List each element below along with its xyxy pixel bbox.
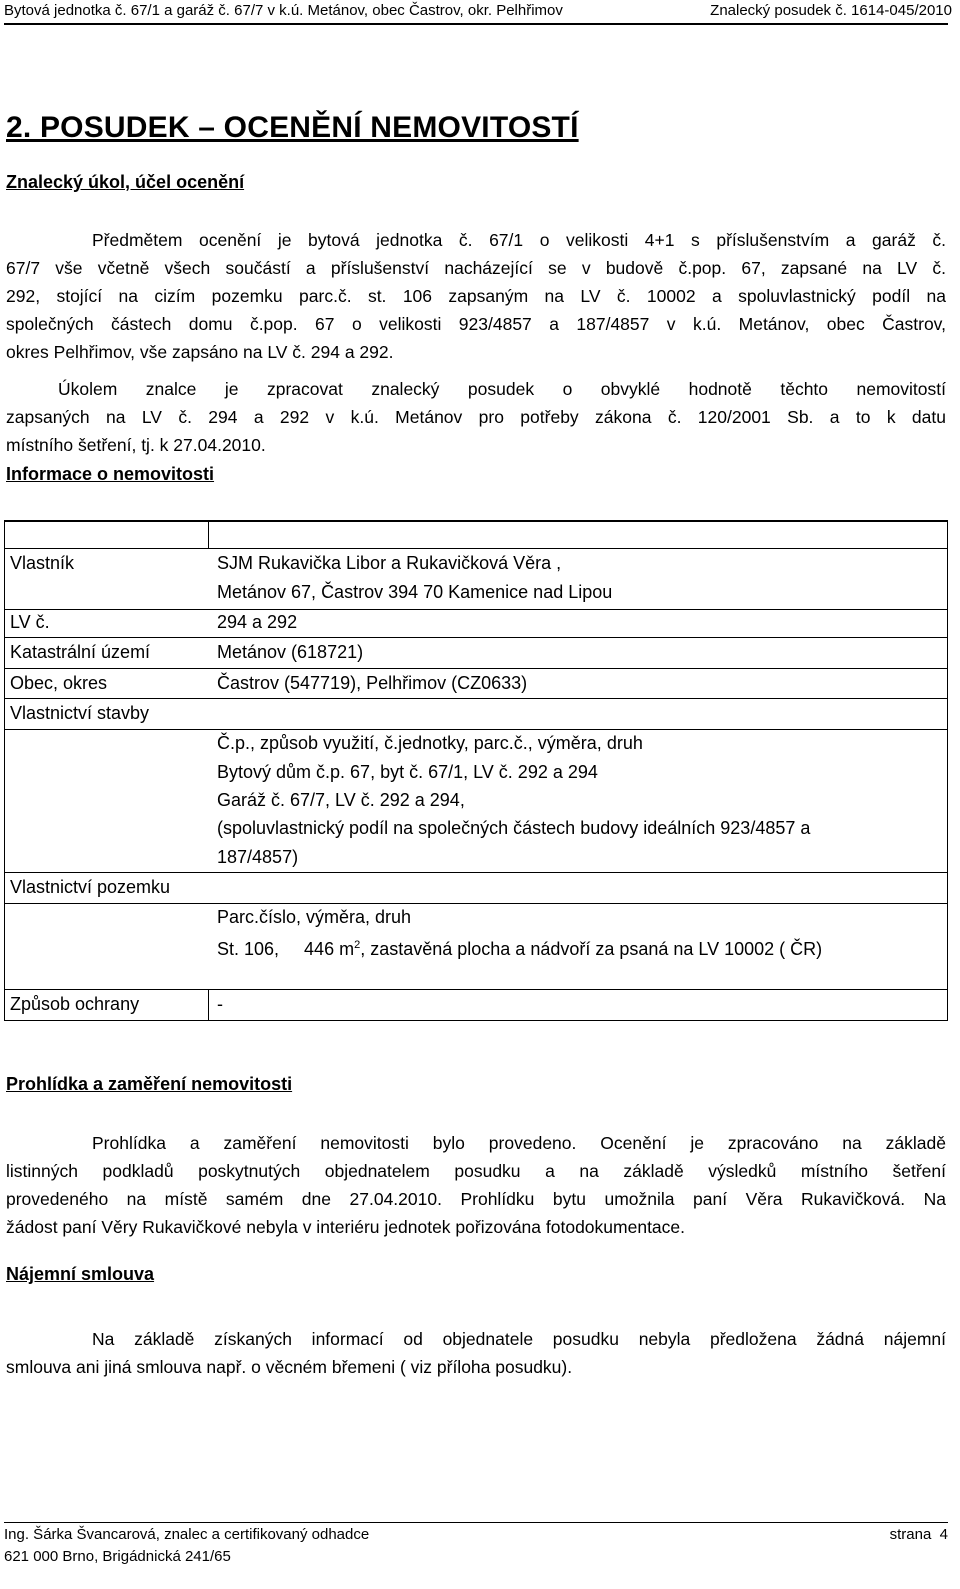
paragraph-line: místního šetření, tj. k 27.04.2010.: [6, 435, 266, 455]
paragraph-line: 292, stojící na cizím pozemku parc.č. st. 106 zapsaným na LV č. 10002 a spoluvlastnický podíl na: [6, 286, 946, 306]
paragraph-line: Předmětem ocenění je bytová jednotka č. 67/1 o velikosti 4+1 s příslušenstvím a garáž č.: [92, 230, 946, 250]
paragraph-lease: [6, 1325, 946, 1381]
cadastre-label: Katastrální území: [10, 642, 151, 662]
page-number: [890, 1526, 948, 1543]
land-value: [217, 931, 822, 963]
table-border: [4, 520, 5, 1021]
paragraph-line: 67/7 vše včetně všech součástí a příslušenství nacházející se v budově č.pop. 67, zapsané na LV č.: [6, 258, 946, 278]
paragraph-line: Prohlídka a zaměření nemovitosti bylo provedeno. Ocenění je zpracováno na základě: [92, 1133, 946, 1153]
land-value-rest: , zastavěná plocha a nádvoří za psaná na LV 10002 ( ČR): [360, 939, 823, 959]
page-number-value: 4: [939, 1526, 948, 1543]
table-border: [4, 520, 948, 522]
paragraph-task: [6, 375, 946, 459]
building-line: Č.p., způsob využití, č.jednotky, parc.č., výměra, druh: [217, 733, 643, 753]
building-line: 187/4857): [217, 847, 299, 867]
paragraph-subject: [6, 226, 946, 366]
lv-label: LV č.: [10, 612, 50, 632]
section-heading-inspection: Prohlídka a zaměření nemovitosti: [6, 1074, 293, 1094]
table-border: [4, 989, 948, 990]
cadastre-value: Metánov (618721): [217, 642, 364, 662]
municipality-value: Častrov (547719), Pelhřimov (CZ0633): [217, 673, 528, 693]
section-heading-lease: Nájemní smlouva: [6, 1264, 155, 1284]
section-heading-task: Znalecký úkol, účel ocenění: [6, 172, 245, 192]
building-ownership-label: Vlastnictví stavby: [10, 703, 150, 723]
land-header: Parc.číslo, výměra, druh: [217, 907, 412, 927]
paragraph-line: zapsaných na LV č. 294 a 292 v k.ú. Metánov pro potřeby zákona č. 120/2001 Sb. a to k datu: [6, 407, 946, 427]
table-border: [208, 520, 209, 549]
paragraph-line: žádost paní Věry Rukavičkové nebyla v interiéru jednotek pořizována fotodokumentace.: [6, 1217, 686, 1237]
table-border: [4, 1020, 948, 1021]
paragraph-line: okres Pelhřimov, vše zapsáno na LV č. 294 a 292.: [6, 342, 394, 362]
building-line: Garáž č. 67/7, LV č. 292 a 294,: [217, 790, 465, 810]
section-heading-property-info: Informace o nemovitosti: [6, 464, 215, 484]
paragraph-line: společných částech domu č.pop. 67 o velikosti 923/4857 a 187/4857 v k.ú. Metánov, obec Častrov,: [6, 314, 946, 334]
header-left: Bytová jednotka č. 67/1 a garáž č. 67/7 v k.ú. Metánov, obec Častrov, okr. Pelhřimov: [4, 2, 563, 19]
table-border: [4, 609, 948, 610]
header-divider: [4, 23, 948, 25]
paragraph-line: provedeného na místě samém dne 27.04.2010. Prohlídku bytu umožnila paní Věra Rukavičková. Na: [6, 1189, 946, 1209]
land-value-main: St. 106, 446 m: [217, 939, 355, 959]
land-value-sup: 2: [354, 939, 361, 951]
building-line: (spoluvlastnický podíl na společných částech budovy ideálních 923/4857 a: [217, 818, 811, 838]
page-title: 2. POSUDEK – OCENĚNÍ NEMOVITOSTÍ: [6, 111, 579, 144]
lv-value: 294 a 292: [217, 612, 298, 632]
footer-divider: [4, 1522, 948, 1523]
footer-author: Ing. Šárka Švancarová, znalec a certifikovaný odhadce: [4, 1526, 370, 1543]
land-ownership-label: Vlastnictví pozemku: [10, 877, 171, 897]
paragraph-line: smlouva ani jiná smlouva např. o věcném břemeni ( viz příloha posudku).: [6, 1357, 573, 1377]
owner-value: SJM Rukavička Libor a Rukavičková Věra ,: [217, 553, 562, 573]
protection-value: -: [217, 994, 223, 1014]
page-label: strana: [889, 1526, 932, 1543]
building-line: Bytový dům č.p. 67, byt č. 67/1, LV č. 292 a 294: [217, 762, 598, 782]
paragraph-line: Úkolem znalce je zpracovat znalecký posudek o obvyklé hodnotě těchto nemovitostí: [58, 379, 946, 399]
paragraph-line: listinných podkladů poskytnutých objednatelem posudku a na základě výsledků místního šetření: [6, 1161, 946, 1181]
footer-address: 621 000 Brno, Brigádnická 241/65: [4, 1548, 231, 1565]
owner-address: Metánov 67, Častrov 394 70 Kamenice nad Lipou: [217, 582, 613, 602]
paragraph-inspection: [6, 1129, 946, 1241]
page-header: [4, 2, 952, 19]
protection-label: Způsob ochrany: [10, 994, 140, 1014]
table-border: [947, 520, 948, 1021]
paragraph-line: Na základě získaných informací od objednatele posudku nebyla předložena žádná nájemní: [92, 1329, 946, 1349]
table-border: [208, 989, 209, 1021]
owner-label: Vlastník: [10, 553, 75, 573]
header-right: Znalecký posudek č. 1614-045/2010: [710, 2, 952, 19]
table-border: [4, 903, 948, 904]
municipality-label: Obec, okres: [10, 673, 108, 693]
